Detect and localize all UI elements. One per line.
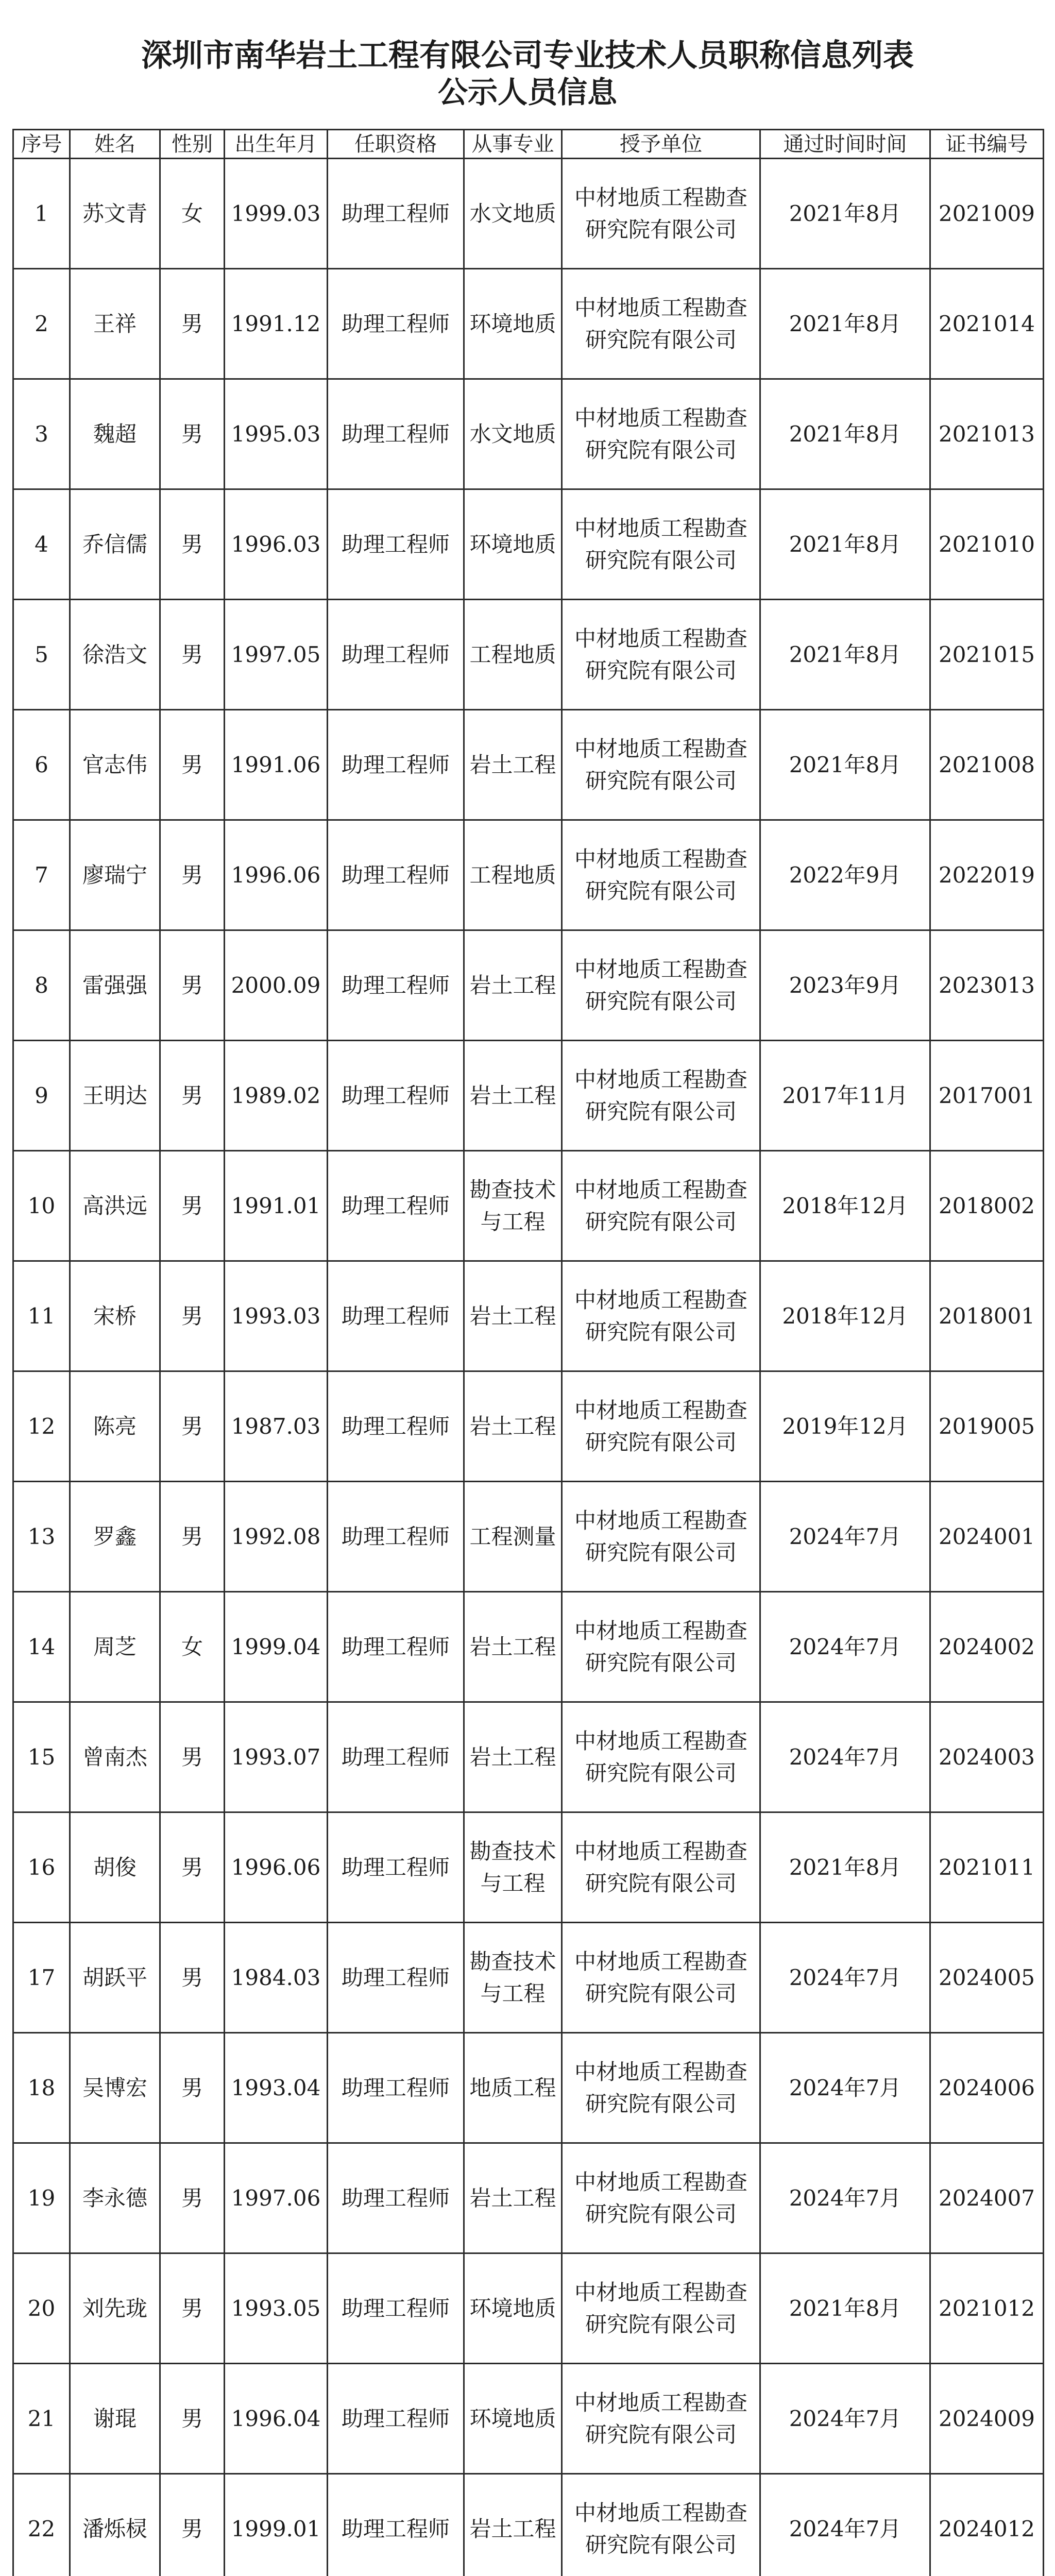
cell-gender: 男: [160, 1923, 225, 2033]
cell-org: 中材地质工程勘查研究院有限公司: [562, 2474, 760, 2576]
cell-gender: 男: [160, 1261, 225, 1371]
cell-name: 周芝: [70, 1592, 160, 1702]
table-body: [13, 159, 1044, 2576]
cell-qualification: 助理工程师: [328, 2474, 464, 2576]
cell-org: 中材地质工程勘查研究院有限公司: [562, 2143, 760, 2253]
cell-major: 岩土工程: [464, 2474, 562, 2576]
header-qualification: 任职资格: [328, 130, 464, 159]
cell-birth: 1997.06: [225, 2143, 328, 2253]
cell-name: 潘烁棂: [70, 2474, 160, 2576]
cell-name: 谢琨: [70, 2364, 160, 2474]
table-row: [13, 269, 1044, 379]
cell-date: 2021年8月: [760, 159, 930, 269]
cell-birth: 1993.07: [225, 1702, 328, 1812]
cell-cert: 2019005: [930, 1371, 1044, 1482]
cell-gender: 男: [160, 2143, 225, 2253]
cell-cert: 2021010: [930, 489, 1044, 600]
cell-cert: 2024007: [930, 2143, 1044, 2253]
cell-no: 9: [13, 1041, 70, 1151]
cell-no: 17: [13, 1923, 70, 2033]
cell-gender: 男: [160, 1151, 225, 1261]
cell-name: 曾南杰: [70, 1702, 160, 1812]
cell-qualification: 助理工程师: [328, 600, 464, 710]
cell-major: 勘查技术与工程: [464, 1923, 562, 2033]
cell-gender: 女: [160, 1592, 225, 1702]
cell-gender: 男: [160, 930, 225, 1041]
cell-major: 勘查技术与工程: [464, 1812, 562, 1923]
table-row: [13, 1151, 1044, 1261]
cell-org: 中材地质工程勘查研究院有限公司: [562, 600, 760, 710]
cell-cert: 2024002: [930, 1592, 1044, 1702]
cell-name: 胡跃平: [70, 1923, 160, 2033]
header-date: 通过时间时间: [760, 130, 930, 159]
cell-no: 12: [13, 1371, 70, 1482]
table-row: [13, 2143, 1044, 2253]
cell-major: 岩土工程: [464, 1041, 562, 1151]
cell-org: 中材地质工程勘查研究院有限公司: [562, 2033, 760, 2143]
cell-qualification: 助理工程师: [328, 2253, 464, 2364]
cell-qualification: 助理工程师: [328, 269, 464, 379]
cell-major: 水文地质: [464, 159, 562, 269]
table-row: [13, 1482, 1044, 1592]
cell-org: 中材地质工程勘查研究院有限公司: [562, 379, 760, 489]
cell-major: 环境地质: [464, 2364, 562, 2474]
cell-gender: 男: [160, 1812, 225, 1923]
cell-birth: 1999.04: [225, 1592, 328, 1702]
cell-gender: 男: [160, 2474, 225, 2576]
cell-major: 勘查技术与工程: [464, 1151, 562, 1261]
cell-cert: 2018001: [930, 1261, 1044, 1371]
cell-birth: 1999.01: [225, 2474, 328, 2576]
table-row: [13, 489, 1044, 600]
cell-date: 2021年8月: [760, 2253, 930, 2364]
table-row: [13, 379, 1044, 489]
cell-qualification: 助理工程师: [328, 379, 464, 489]
cell-org: 中材地质工程勘查研究院有限公司: [562, 1702, 760, 1812]
cell-name: 王祥: [70, 269, 160, 379]
cell-no: 1: [13, 159, 70, 269]
cell-no: 20: [13, 2253, 70, 2364]
cell-no: 2: [13, 269, 70, 379]
cell-org: 中材地质工程勘查研究院有限公司: [562, 159, 760, 269]
cell-name: 刘先珑: [70, 2253, 160, 2364]
cell-date: 2021年8月: [760, 1812, 930, 1923]
cell-birth: 1992.08: [225, 1482, 328, 1592]
cell-date: 2021年8月: [760, 600, 930, 710]
cell-no: 4: [13, 489, 70, 600]
table-row: [13, 1702, 1044, 1812]
cell-major: 工程地质: [464, 600, 562, 710]
cell-no: 18: [13, 2033, 70, 2143]
cell-birth: 1995.03: [225, 379, 328, 489]
cell-birth: 1991.12: [225, 269, 328, 379]
table-row: [13, 1261, 1044, 1371]
cell-gender: 男: [160, 710, 225, 820]
cell-date: 2024年7月: [760, 2033, 930, 2143]
header-name: 姓名: [70, 130, 160, 159]
cell-cert: 2021009: [930, 159, 1044, 269]
cell-major: 岩土工程: [464, 1261, 562, 1371]
cell-cert: 2021011: [930, 1812, 1044, 1923]
cell-name: 官志伟: [70, 710, 160, 820]
table-row: [13, 1923, 1044, 2033]
table-row: [13, 1812, 1044, 1923]
cell-org: 中材地质工程勘查研究院有限公司: [562, 1812, 760, 1923]
cell-no: 8: [13, 930, 70, 1041]
cell-gender: 男: [160, 379, 225, 489]
cell-major: 岩土工程: [464, 2143, 562, 2253]
document-header: [0, 0, 1055, 129]
cell-major: 环境地质: [464, 269, 562, 379]
cell-gender: 男: [160, 600, 225, 710]
header-gender: 性别: [160, 130, 225, 159]
cell-qualification: 助理工程师: [328, 1482, 464, 1592]
table-row: [13, 1592, 1044, 1702]
cell-cert: 2024012: [930, 2474, 1044, 2576]
table-row: [13, 2364, 1044, 2474]
cell-qualification: 助理工程师: [328, 1702, 464, 1812]
cell-major: 工程测量: [464, 1482, 562, 1592]
cell-major: 环境地质: [464, 489, 562, 600]
cell-name: 雷强强: [70, 930, 160, 1041]
cell-birth: 1996.03: [225, 489, 328, 600]
cell-birth: 1993.03: [225, 1261, 328, 1371]
header-org: 授予单位: [562, 130, 760, 159]
cell-no: 7: [13, 820, 70, 930]
cell-cert: 2021008: [930, 710, 1044, 820]
cell-name: 李永德: [70, 2143, 160, 2253]
cell-qualification: 助理工程师: [328, 2143, 464, 2253]
table-row: [13, 159, 1044, 269]
cell-qualification: 助理工程师: [328, 710, 464, 820]
cell-org: 中材地质工程勘查研究院有限公司: [562, 2364, 760, 2474]
cell-org: 中材地质工程勘查研究院有限公司: [562, 1371, 760, 1482]
cell-major: 岩土工程: [464, 710, 562, 820]
personnel-table: [12, 129, 1044, 2576]
cell-no: 22: [13, 2474, 70, 2576]
cell-qualification: 助理工程师: [328, 930, 464, 1041]
cell-birth: 1991.01: [225, 1151, 328, 1261]
table-row: [13, 2253, 1044, 2364]
cell-no: 6: [13, 710, 70, 820]
cell-org: 中材地质工程勘查研究院有限公司: [562, 710, 760, 820]
cell-no: 21: [13, 2364, 70, 2474]
cell-gender: 男: [160, 1041, 225, 1151]
cell-birth: 1996.06: [225, 1812, 328, 1923]
cell-gender: 男: [160, 1702, 225, 1812]
cell-qualification: 助理工程师: [328, 1592, 464, 1702]
cell-name: 魏超: [70, 379, 160, 489]
table-row: [13, 2033, 1044, 2143]
cell-date: 2021年8月: [760, 269, 930, 379]
cell-name: 胡俊: [70, 1812, 160, 1923]
cell-qualification: 助理工程师: [328, 1041, 464, 1151]
header-cert: 证书编号: [930, 130, 1044, 159]
cell-date: 2024年7月: [760, 1482, 930, 1592]
cell-org: 中材地质工程勘查研究院有限公司: [562, 1482, 760, 1592]
cell-no: 19: [13, 2143, 70, 2253]
cell-cert: 2022019: [930, 820, 1044, 930]
cell-qualification: 助理工程师: [328, 1371, 464, 1482]
cell-qualification: 助理工程师: [328, 159, 464, 269]
cell-birth: 1991.06: [225, 710, 328, 820]
cell-cert: 2018002: [930, 1151, 1044, 1261]
table-row: [13, 2474, 1044, 2576]
cell-qualification: 助理工程师: [328, 1812, 464, 1923]
cell-gender: 男: [160, 2364, 225, 2474]
cell-gender: 男: [160, 820, 225, 930]
cell-org: 中材地质工程勘查研究院有限公司: [562, 1261, 760, 1371]
cell-gender: 女: [160, 159, 225, 269]
cell-major: 岩土工程: [464, 1371, 562, 1482]
cell-qualification: 助理工程师: [328, 1151, 464, 1261]
cell-org: 中材地质工程勘查研究院有限公司: [562, 2253, 760, 2364]
cell-cert: 2021013: [930, 379, 1044, 489]
cell-qualification: 助理工程师: [328, 2364, 464, 2474]
cell-gender: 男: [160, 2253, 225, 2364]
cell-major: 工程地质: [464, 820, 562, 930]
cell-birth: 1993.04: [225, 2033, 328, 2143]
cell-gender: 男: [160, 489, 225, 600]
cell-birth: 1997.05: [225, 600, 328, 710]
cell-org: 中材地质工程勘查研究院有限公司: [562, 489, 760, 600]
cell-org: 中材地质工程勘查研究院有限公司: [562, 1923, 760, 2033]
cell-gender: 男: [160, 1371, 225, 1482]
table-row: [13, 1371, 1044, 1482]
cell-birth: 1993.05: [225, 2253, 328, 2364]
cell-birth: 1996.06: [225, 820, 328, 930]
cell-cert: 2024009: [930, 2364, 1044, 2474]
document-title: 深圳市南华岩土工程有限公司专业技术人员职称信息列表: [141, 38, 914, 74]
cell-major: 环境地质: [464, 2253, 562, 2364]
header-no: 序号: [13, 130, 70, 159]
cell-major: 地质工程: [464, 2033, 562, 2143]
cell-no: 13: [13, 1482, 70, 1592]
cell-date: 2021年8月: [760, 489, 930, 600]
cell-org: 中材地质工程勘查研究院有限公司: [562, 930, 760, 1041]
header-birth: 出生年月: [225, 130, 328, 159]
cell-major: 岩土工程: [464, 1702, 562, 1812]
cell-date: 2024年7月: [760, 1923, 930, 2033]
cell-date: 2024年7月: [760, 1702, 930, 1812]
cell-qualification: 助理工程师: [328, 2033, 464, 2143]
cell-no: 11: [13, 1261, 70, 1371]
cell-name: 罗鑫: [70, 1482, 160, 1592]
cell-major: 岩土工程: [464, 930, 562, 1041]
cell-name: 乔信儒: [70, 489, 160, 600]
cell-date: 2024年7月: [760, 2143, 930, 2253]
cell-name: 吴博宏: [70, 2033, 160, 2143]
header-major: 从事专业: [464, 130, 562, 159]
table-row: [13, 820, 1044, 930]
cell-no: 10: [13, 1151, 70, 1261]
cell-org: 中材地质工程勘查研究院有限公司: [562, 1041, 760, 1151]
cell-org: 中材地质工程勘查研究院有限公司: [562, 1592, 760, 1702]
cell-birth: 1989.02: [225, 1041, 328, 1151]
table-row: [13, 1041, 1044, 1151]
table-row: [13, 930, 1044, 1041]
table-row: [13, 600, 1044, 710]
cell-no: 5: [13, 600, 70, 710]
cell-no: 14: [13, 1592, 70, 1702]
cell-cert: 2017001: [930, 1041, 1044, 1151]
cell-qualification: 助理工程师: [328, 1923, 464, 2033]
cell-birth: 2000.09: [225, 930, 328, 1041]
cell-cert: 2021015: [930, 600, 1044, 710]
cell-date: 2022年9月: [760, 820, 930, 930]
table-row: [13, 710, 1044, 820]
cell-name: 苏文青: [70, 159, 160, 269]
cell-org: 中材地质工程勘查研究院有限公司: [562, 820, 760, 930]
cell-date: 2018年12月: [760, 1151, 930, 1261]
cell-qualification: 助理工程师: [328, 489, 464, 600]
cell-cert: 2021012: [930, 2253, 1044, 2364]
cell-date: 2024年7月: [760, 2364, 930, 2474]
cell-date: 2019年12月: [760, 1371, 930, 1482]
cell-birth: 1987.03: [225, 1371, 328, 1482]
cell-date: 2024年7月: [760, 2474, 930, 2576]
cell-org: 中材地质工程勘查研究院有限公司: [562, 1151, 760, 1261]
cell-gender: 男: [160, 1482, 225, 1592]
cell-gender: 男: [160, 2033, 225, 2143]
cell-date: 2023年9月: [760, 930, 930, 1041]
cell-birth: 1996.04: [225, 2364, 328, 2474]
cell-name: 徐浩文: [70, 600, 160, 710]
cell-name: 陈亮: [70, 1371, 160, 1482]
cell-major: 岩土工程: [464, 1592, 562, 1702]
cell-qualification: 助理工程师: [328, 820, 464, 930]
cell-org: 中材地质工程勘查研究院有限公司: [562, 269, 760, 379]
cell-no: 3: [13, 379, 70, 489]
cell-birth: 1999.03: [225, 159, 328, 269]
cell-cert: 2021014: [930, 269, 1044, 379]
cell-cert: 2024001: [930, 1482, 1044, 1592]
cell-birth: 1984.03: [225, 1923, 328, 2033]
cell-cert: 2024006: [930, 2033, 1044, 2143]
cell-gender: 男: [160, 269, 225, 379]
cell-no: 16: [13, 1812, 70, 1923]
cell-name: 廖瑞宁: [70, 820, 160, 930]
cell-name: 高洪远: [70, 1151, 160, 1261]
cell-qualification: 助理工程师: [328, 1261, 464, 1371]
cell-name: 王明达: [70, 1041, 160, 1151]
document-subtitle: 公示人员信息: [437, 75, 617, 110]
cell-cert: 2024003: [930, 1702, 1044, 1812]
table-header-row: [13, 130, 1044, 159]
cell-cert: 2023013: [930, 930, 1044, 1041]
cell-name: 宋桥: [70, 1261, 160, 1371]
cell-date: 2021年8月: [760, 710, 930, 820]
cell-date: 2024年7月: [760, 1592, 930, 1702]
cell-date: 2021年8月: [760, 379, 930, 489]
cell-cert: 2024005: [930, 1923, 1044, 2033]
cell-major: 水文地质: [464, 379, 562, 489]
cell-date: 2018年12月: [760, 1261, 930, 1371]
cell-no: 15: [13, 1702, 70, 1812]
cell-date: 2017年11月: [760, 1041, 930, 1151]
